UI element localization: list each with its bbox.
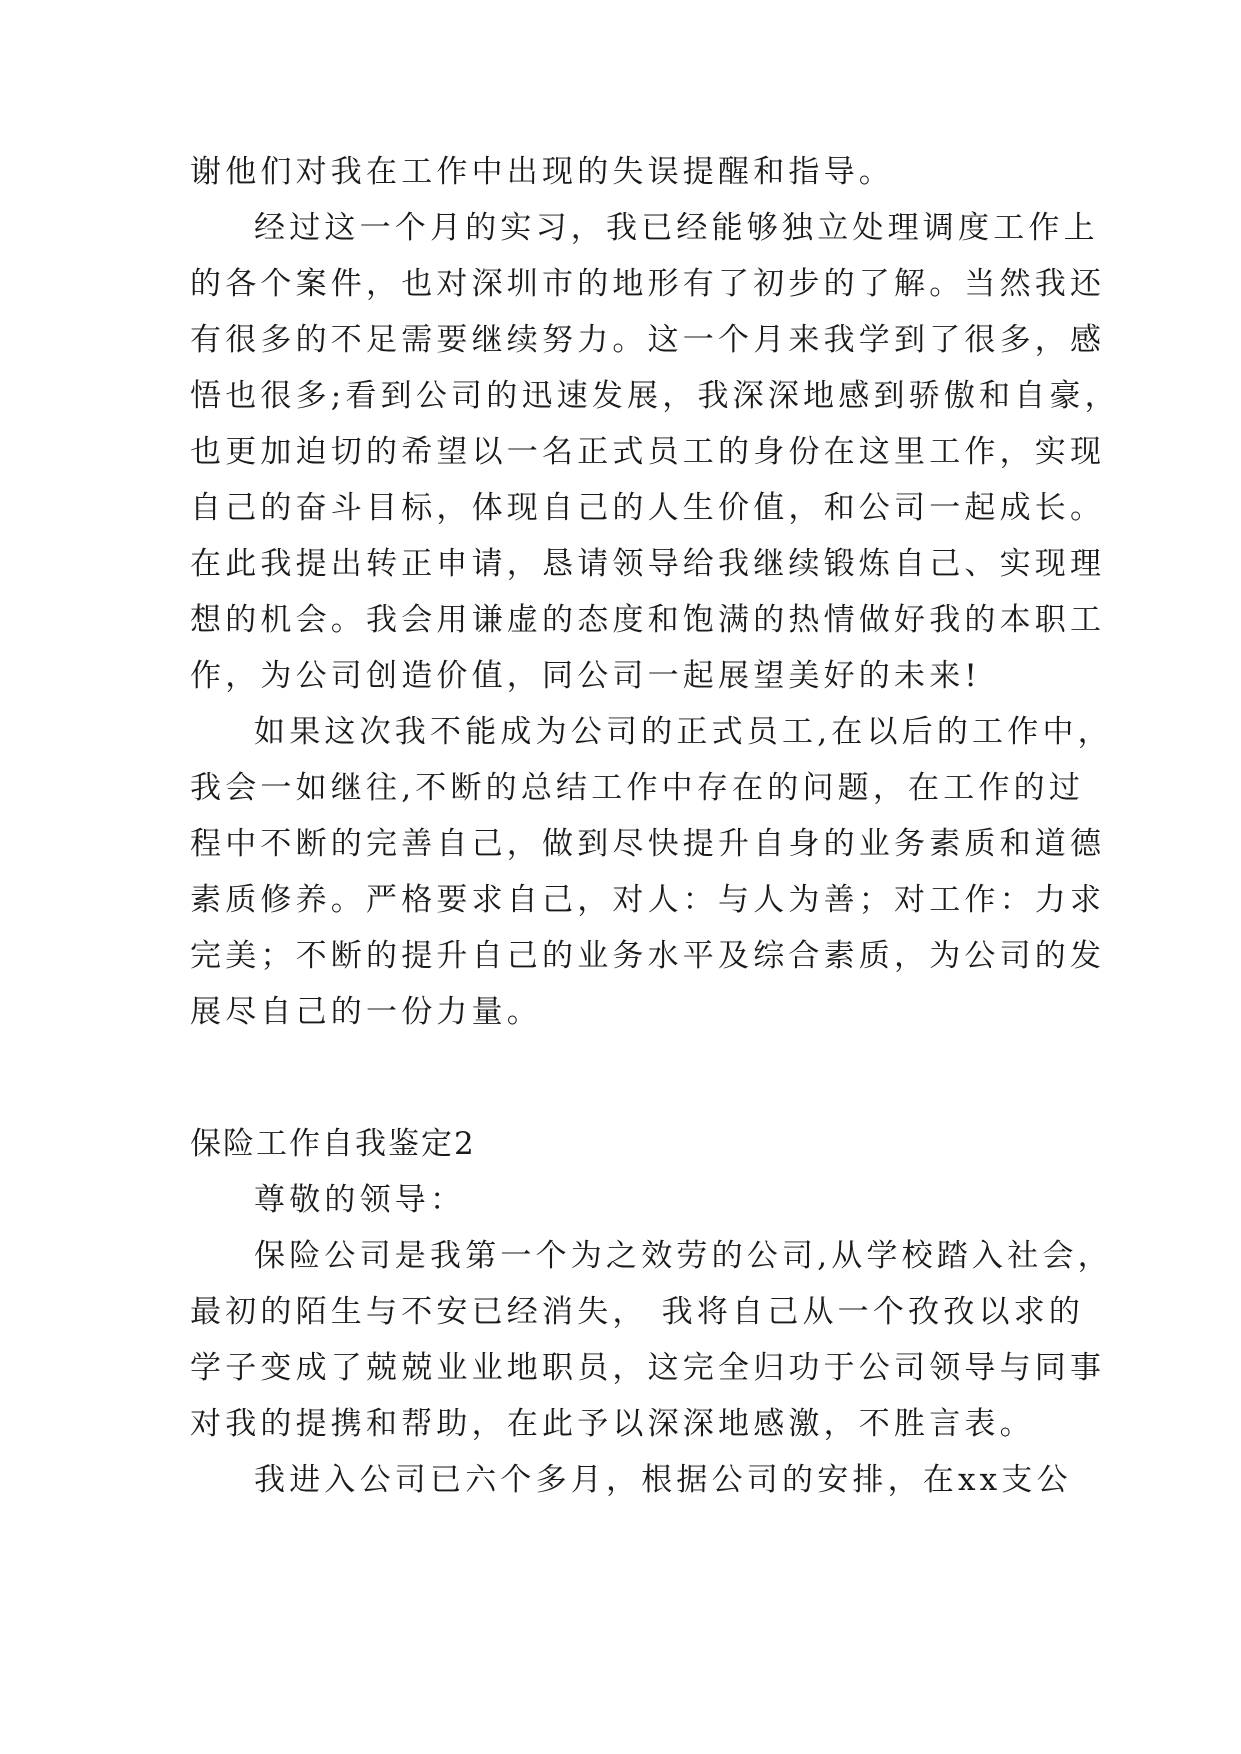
paragraph-start: 经过这一个月的实习，我已经能够独立处理调度工作上 <box>254 210 1099 246</box>
paragraph-start: 我进入公司已六个多月，根据公司的安排，在xx支公 <box>254 1462 1072 1498</box>
text-line: 自己的奋斗目标，体现自己的人生价值，和公司一起成长。 <box>190 490 1106 526</box>
salutation: 尊敬的领导： <box>254 1182 466 1218</box>
text-line: 有很多的不足需要继续努力。这一个月来我学到了很多，感 <box>190 322 1106 358</box>
text-line: 谢他们对我在工作中出现的失误提醒和指导。 <box>190 154 894 190</box>
text-line: 悟也很多;看到公司的迅速发展，我深深地感到骄傲和自豪， <box>190 378 1120 414</box>
text-line: 的各个案件，也对深圳市的地形有了初步的了解。当然我还 <box>190 266 1106 302</box>
text-line: 程中不断的完善自己，做到尽快提升自身的业务素质和道德 <box>190 826 1106 862</box>
text-line: 作，为公司创造价值，同公司一起展望美好的未来! <box>190 658 982 694</box>
text-line: 想的机会。我会用谦虚的态度和饱满的热情做好我的本职工 <box>190 602 1106 638</box>
section-title: 保险工作自我鉴定2 <box>190 1126 476 1162</box>
text-line: 素质修养。严格要求自己，对人：与人为善；对工作：力求 <box>190 882 1106 918</box>
text-line: 学子变成了兢兢业业地职员，这完全归功于公司领导与同事 <box>190 1350 1106 1386</box>
paragraph-start: 保险公司是我第一个为之效劳的公司,从学校踏入社会， <box>254 1238 1113 1274</box>
text-line: 在此我提出转正申请，恳请领导给我继续锻炼自己、实现理 <box>190 546 1106 582</box>
text-line: 完美；不断的提升自己的业务水平及综合素质，为公司的发 <box>190 938 1106 974</box>
text-line: 我会一如继往,不断的总结工作中存在的问题，在工作的过 <box>190 770 1085 806</box>
text-line: 最初的陌生与不安已经消失， 我将自己从一个孜孜以求的 <box>190 1294 1085 1330</box>
text-line: 也更加迫切的希望以一名正式员工的身份在这里工作，实现 <box>190 434 1106 470</box>
text-line: 展尽自己的一份力量。 <box>190 994 542 1030</box>
text-line: 对我的提携和帮助，在此予以深深地感激，不胜言表。 <box>190 1406 1035 1442</box>
paragraph-start: 如果这次我不能成为公司的正式员工,在以后的工作中， <box>254 714 1113 750</box>
